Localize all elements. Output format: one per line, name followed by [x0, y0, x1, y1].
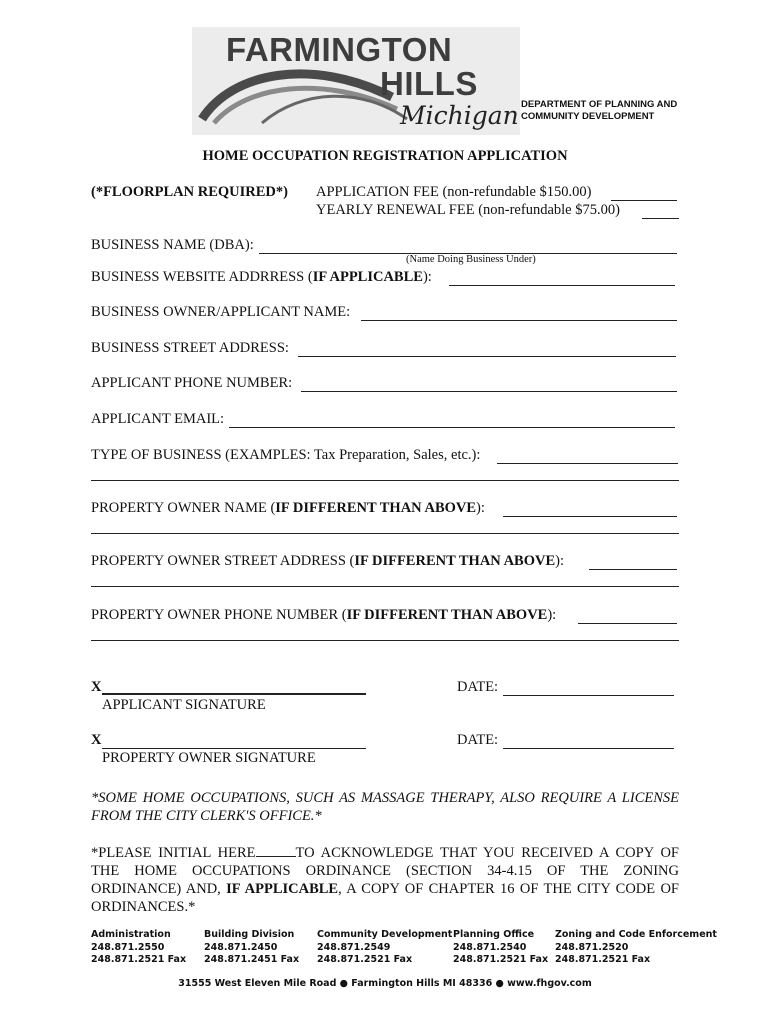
- floorplan-required-note: (*FLOORPLAN REQUIRED*): [91, 184, 288, 200]
- logo-wordmark-michigan: Michigan: [400, 101, 519, 130]
- contact-building-division: [204, 929, 299, 967]
- property-owner-street-label-close: ):: [555, 553, 565, 569]
- contact-fax: 248.871.2521 Fax: [453, 954, 549, 965]
- contact-phone: 248.871.2550: [91, 941, 165, 953]
- applicant-email-field[interactable]: [229, 427, 675, 428]
- property-owner-street-field-line-2[interactable]: [91, 586, 679, 587]
- business-name-hint: (Name Doing Business Under): [406, 254, 536, 265]
- footer-address: 31555 West Eleven Mile Road ● Farmington Hills MI 48336 ● www.fhgov.com: [178, 978, 592, 989]
- yearly-renewal-fee-label: YEARLY RENEWAL FEE (non-refundable $75.00): [316, 202, 620, 218]
- logo-wordmark-farmington: FARMINGTON: [226, 31, 453, 68]
- contact-name: Planning Office: [453, 929, 535, 940]
- property-owner-name-field[interactable]: [503, 516, 677, 517]
- initial-here-field[interactable]: [256, 842, 296, 857]
- contact-fax: 248.871.2521 Fax: [91, 954, 187, 965]
- contact-name: Administration: [91, 929, 171, 940]
- property-owner-date-label: DATE:: [457, 732, 499, 748]
- contact-administration: [91, 929, 186, 967]
- applicant-phone-label: APPLICANT PHONE NUMBER:: [91, 375, 293, 391]
- contact-zoning-code-enforcement: [555, 929, 717, 967]
- contact-name: Community Development: [317, 929, 453, 940]
- contact-fax: 248.871.2521 Fax: [555, 954, 651, 965]
- property-owner-street-label: [91, 553, 564, 570]
- acknowledgement-text-middle: TO ACKNOWLEDGE THAT YOU RECEIVED A COPY OF THE HOME OCCUPATIONS ORDINANCE (SECTION 34-4.15 OF THE ZONING ORDINANCE) AND,: [91, 845, 679, 897]
- contact-phone: 248.871.2549: [317, 941, 391, 953]
- business-street-address-field[interactable]: [298, 356, 676, 357]
- logo-wordmark-hills: HILLS: [380, 65, 478, 102]
- property-owner-phone-label: [91, 607, 556, 624]
- massage-therapy-license-note: *SOME HOME OCCUPATIONS, SUCH AS MASSAGE THERAPY, ALSO REQUIRE A LICENSE FROM THE CITY CLERK'S OFFICE.*: [91, 790, 679, 824]
- applicant-date-label: DATE:: [457, 679, 499, 695]
- application-fee-label: APPLICATION FEE (non-refundable $150.00): [316, 184, 592, 200]
- contact-name: Building Division: [204, 929, 295, 940]
- applicant-phone-field[interactable]: [301, 391, 677, 392]
- if-different-emphasis: IF DIFFERENT THAN ABOVE: [275, 500, 477, 516]
- type-of-business-label: TYPE OF BUSINESS (EXAMPLES: Tax Preparation, Sales, etc.):: [91, 447, 481, 463]
- business-website-label: [91, 269, 432, 286]
- property-owner-phone-label-close: ):: [547, 607, 557, 623]
- property-owner-signature-caption: PROPERTY OWNER SIGNATURE: [102, 750, 316, 766]
- ordinance-acknowledgement: [91, 842, 679, 916]
- type-of-business-field[interactable]: [497, 463, 678, 464]
- business-name-label: BUSINESS NAME (DBA):: [91, 237, 254, 253]
- property-owner-name-label-text: PROPERTY OWNER NAME (: [91, 500, 276, 516]
- business-street-address-label: BUSINESS STREET ADDRESS:: [91, 340, 289, 356]
- property-owner-date-field[interactable]: [503, 748, 674, 749]
- contact-community-development: [317, 929, 452, 967]
- property-owner-signature-field[interactable]: [102, 748, 366, 749]
- owner-applicant-name-label: BUSINESS OWNER/APPLICANT NAME:: [91, 304, 351, 320]
- property-owner-street-label-text: PROPERTY OWNER STREET ADDRESS (: [91, 553, 355, 569]
- applicant-signature-x: X: [91, 679, 102, 695]
- applicant-signature-caption: APPLICANT SIGNATURE: [102, 697, 266, 713]
- contact-phone: 248.871.2450: [204, 941, 278, 953]
- contact-phone: 248.871.2540: [453, 941, 527, 953]
- property-owner-phone-field-line-2[interactable]: [91, 640, 679, 641]
- property-owner-phone-field[interactable]: [578, 623, 677, 624]
- property-owner-name-label: [91, 500, 485, 517]
- acknowledgement-text-start: *PLEASE INITIAL HERE: [91, 845, 256, 861]
- business-website-label-close: ):: [422, 269, 432, 285]
- property-owner-name-field-line-2[interactable]: [91, 533, 679, 534]
- if-different-emphasis: IF DIFFERENT THAN ABOVE: [354, 553, 556, 569]
- contact-phone: 248.871.2520: [555, 941, 629, 953]
- business-website-field[interactable]: [449, 285, 675, 286]
- if-applicable-emphasis: IF APPLICABLE: [312, 269, 423, 285]
- owner-applicant-name-field[interactable]: [361, 320, 677, 321]
- form-title: HOME OCCUPATION REGISTRATION APPLICATION: [202, 148, 568, 164]
- application-fee-blank[interactable]: [611, 200, 677, 201]
- property-owner-phone-label-text: PROPERTY OWNER PHONE NUMBER (: [91, 607, 347, 623]
- department-name: [521, 99, 677, 123]
- property-owner-street-field[interactable]: [589, 569, 677, 570]
- type-of-business-field-line-2[interactable]: [91, 480, 679, 481]
- if-different-emphasis: IF DIFFERENT THAN ABOVE: [346, 607, 548, 623]
- contact-planning-office: [453, 929, 548, 967]
- contact-name: Zoning and Code Enforcement: [555, 929, 717, 940]
- applicant-email-label: APPLICANT EMAIL:: [91, 411, 225, 427]
- yearly-renewal-fee-blank[interactable]: [642, 218, 679, 219]
- contact-fax: 248.871.2521 Fax: [317, 954, 413, 965]
- contact-fax: 248.871.2451 Fax: [204, 954, 300, 965]
- business-website-label-text: BUSINESS WEBSITE ADDRRESS (: [91, 269, 313, 285]
- if-applicable-emphasis: IF APPLICABLE: [226, 881, 339, 897]
- property-owner-signature-x: X: [91, 732, 102, 748]
- department-line-2: COMMUNITY DEVELOPMENT: [521, 111, 655, 122]
- property-owner-name-label-close: ):: [476, 500, 485, 516]
- acknowledgement-text-end: , A COPY OF CHAPTER 16 OF THE CITY CODE OF ORDINANCES.*: [91, 881, 679, 915]
- city-logo: [192, 27, 520, 135]
- applicant-date-field[interactable]: [503, 695, 674, 696]
- department-line-1: DEPARTMENT OF PLANNING AND: [521, 99, 678, 110]
- applicant-signature-field[interactable]: [102, 693, 366, 695]
